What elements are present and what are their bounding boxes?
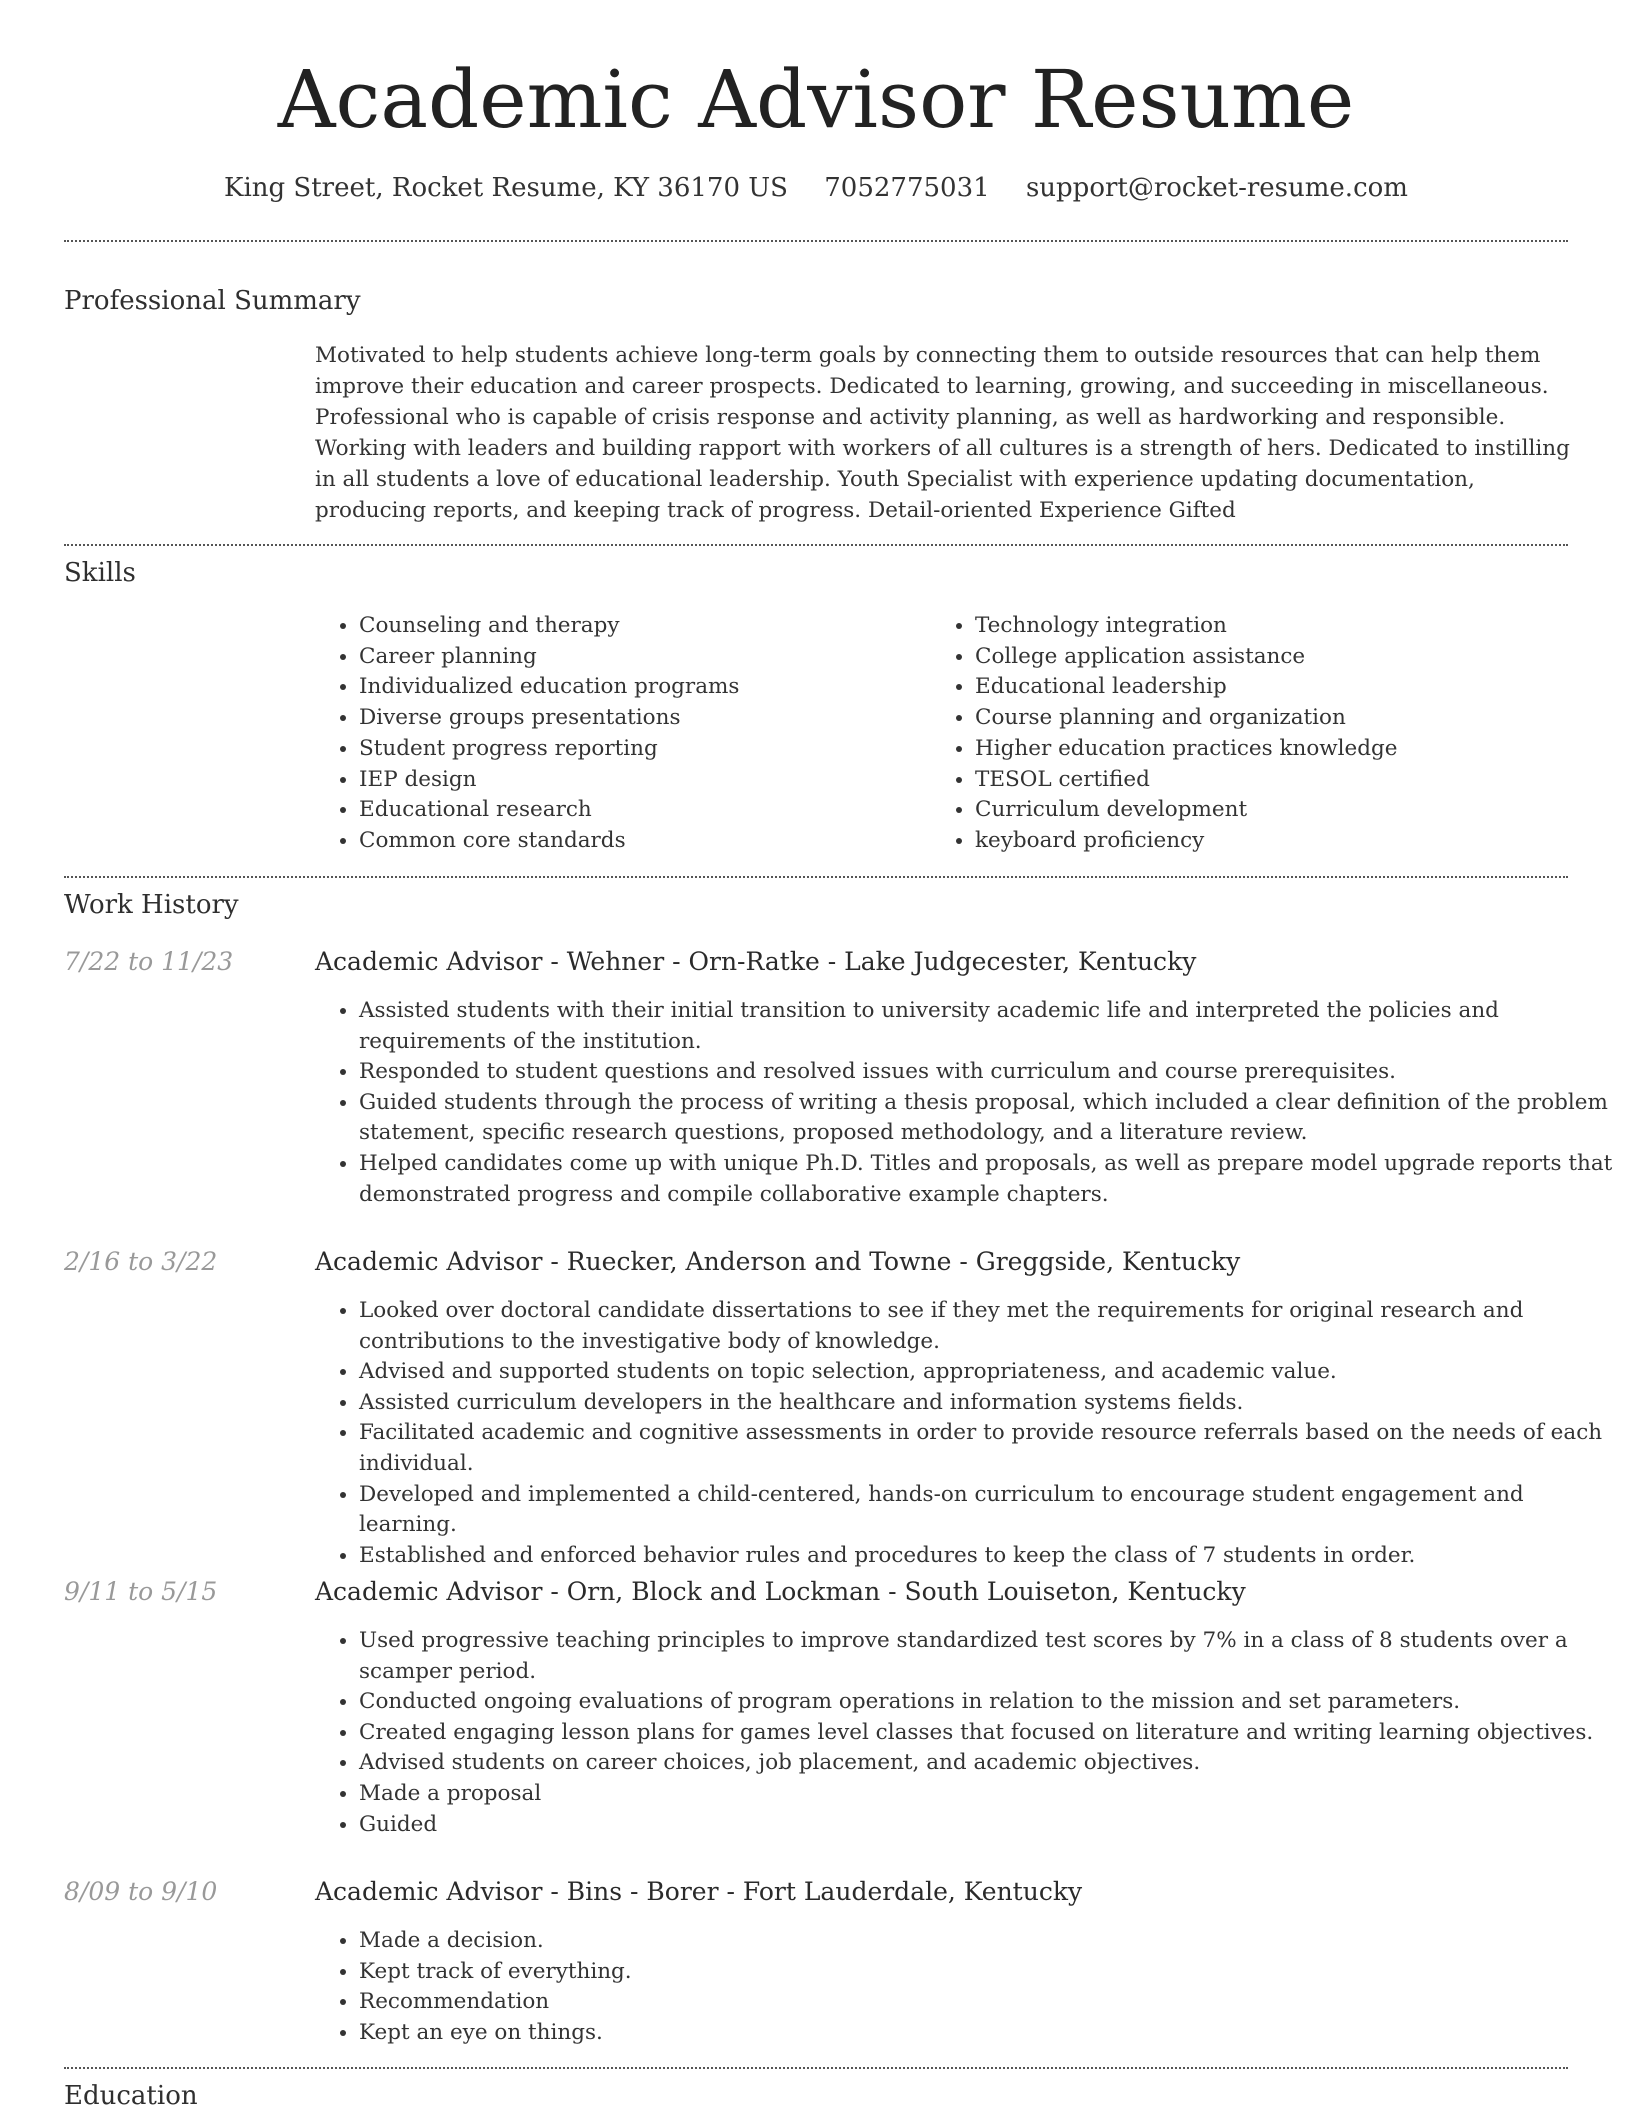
skill-item: • keyboard proficiency [975,826,1575,857]
skill-item: • Individualized education programs [359,672,919,703]
skills-list-right [931,611,1575,857]
job-title: Academic Advisor - Orn, Block and Lockman - South Louiseton, Kentucky [315,1577,1246,1606]
job-bullets [315,996,1614,1210]
job-title: Academic Advisor - Bins - Borer - Fort Lauderdale, Kentucky [315,1877,1083,1906]
work-history-heading: Work History [64,890,239,920]
job-bullet: • Assisted students with their initial transition to university academic life and interpreted the policies and requirements of the institution. [359,996,1614,1057]
skill-item: • Technology integration [975,611,1575,642]
skill-item: • Educational leadership [975,672,1575,703]
job-bullet: • Kept track of everything. [359,1957,1614,1988]
skill-item: • College application assistance [975,642,1575,673]
contact-line [0,170,1632,206]
skill-item: • TESOL certified [975,765,1575,796]
job-bullet: • Assisted curriculum developers in the healthcare and information systems fields. [359,1388,1614,1419]
skill-item: • Career planning [359,642,919,673]
education-heading: Education [64,2081,198,2111]
skill-item: • Educational research [359,795,919,826]
section-divider [64,544,1568,546]
section-divider [64,2067,1568,2069]
skill-item: • Diverse groups presentations [359,703,919,734]
job-title: Academic Advisor - Wehner - Orn-Ratke - Lake Judgecester, Kentucky [315,947,1197,976]
summary-heading: Professional Summary [64,286,361,316]
contact-email: support@rocket-resume.com [1025,173,1408,203]
job-bullet: • Facilitated academic and cognitive assessments in order to provide resource referrals based on the needs of each individual. [359,1418,1614,1479]
job-dates: 2/16 to 3/22 [64,1247,218,1276]
skills-heading: Skills [64,558,136,588]
job-title: Academic Advisor - Ruecker, Anderson and Towne - Greggside, Kentucky [315,1247,1241,1276]
job-bullet: • Helped candidates come up with unique Ph.D. Titles and proposals, as well as prepare model upgrade reports that demonstrated progress and compile collaborative example chapters. [359,1149,1614,1210]
skill-item: • Common core standards [359,826,919,857]
job-bullet: • Developed and implemented a child-centered, hands-on curriculum to encourage student engagement and learning. [359,1480,1614,1541]
job-dates: 8/09 to 9/10 [64,1877,218,1906]
contact-phone: 7052775031 [824,173,990,203]
job-bullets [315,1926,1614,2048]
skill-item: • Counseling and therapy [359,611,919,642]
skill-item: • Curriculum development [975,795,1575,826]
job-bullet: • Made a proposal [359,1779,1614,1810]
job-bullet: • Recommendation [359,1987,1614,2018]
skills-list-left [315,611,919,857]
job-bullet: • Conducted ongoing evaluations of program operations in relation to the mission and set parameters. [359,1687,1614,1718]
job-bullet: • Guided students through the process of writing a thesis proposal, which included a clear definition of the problem statement, specific research questions, proposed methodology, and a literature review. [359,1088,1614,1149]
job-bullet: • Kept an eye on things. [359,2018,1614,2049]
job-bullets [315,1296,1614,1571]
skill-item: • Student progress reporting [359,734,919,765]
job-bullet: • Advised and supported students on topic selection, appropriateness, and academic value. [359,1357,1614,1388]
job-bullet: • Used progressive teaching principles to improve standardized test scores by 7% in a class of 8 students over a scamper period. [359,1626,1614,1687]
skill-item: • Higher education practices knowledge [975,734,1575,765]
job-dates: 7/22 to 11/23 [64,947,234,976]
section-divider [64,240,1568,242]
job-bullet: • Guided [359,1810,1614,1841]
job-bullet: • Looked over doctoral candidate dissertations to see if they met the requirements for original research and contributions to the investigative body of knowledge. [359,1296,1614,1357]
job-bullet: • Made a decision. [359,1926,1614,1957]
skill-item: • Course planning and organization [975,703,1575,734]
job-bullet: • Advised students on career choices, job placement, and academic objectives. [359,1748,1614,1779]
job-dates: 9/11 to 5/15 [64,1577,218,1606]
job-bullet: • Created engaging lesson plans for games level classes that focused on literature and writing learning objectives. [359,1718,1614,1749]
job-bullet: • Established and enforced behavior rules and procedures to keep the class of 7 students in order. [359,1541,1614,1572]
contact-address: King Street, Rocket Resume, KY 36170 US [224,173,788,203]
job-bullets [315,1626,1614,1840]
section-divider [64,876,1568,878]
resume-title: Academic Advisor Resume [277,53,1355,146]
skill-item: • IEP design [359,765,919,796]
job-bullet: • Responded to student questions and resolved issues with curriculum and course prerequisites. [359,1057,1614,1088]
summary-text: Motivated to help students achieve long-term goals by connecting them to outside resources that can help them improve their education and career prospects. Dedicated to learning, growing, and succeeding in miscellaneous. Professional who is capable of crisis response and activity planning, as well as hardworking and responsible. Working with leaders and building rapport with workers of all cultures is a strength of hers. Dedicated to instilling in all students a love of educational leadership. Youth Specialist with experience updating documentation, producing reports, and keeping track of progress. Detail-oriented Experience Gifted [315,343,1570,523]
